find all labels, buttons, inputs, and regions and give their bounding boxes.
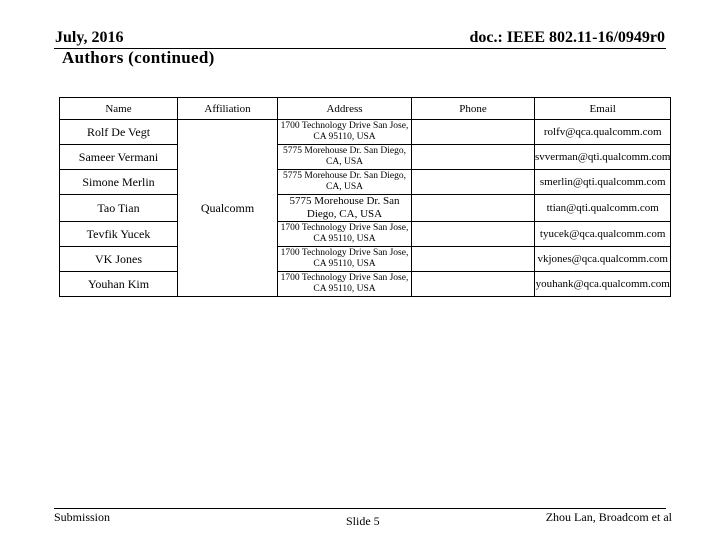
table-row bbox=[60, 222, 671, 247]
author-name: Sameer Vermani bbox=[60, 145, 178, 170]
column-header-name: Name bbox=[60, 98, 178, 120]
author-email: rolfv@qca.qualcomm.com bbox=[535, 120, 671, 145]
table-row bbox=[60, 247, 671, 272]
author-email: smerlin@qti.qualcomm.com bbox=[535, 170, 671, 195]
table-row bbox=[60, 195, 671, 222]
author-name: Tevfik Yucek bbox=[60, 222, 178, 247]
author-address: 1700 Technology Drive San Jose, CA 95110, USA bbox=[278, 222, 412, 247]
author-email: ttian@qti.qualcomm.com bbox=[535, 195, 671, 222]
table-row bbox=[60, 145, 671, 170]
author-name: Simone Merlin bbox=[60, 170, 178, 195]
footer-divider bbox=[54, 508, 666, 509]
table-header-row bbox=[60, 98, 671, 120]
author-email: vkjones@qca.qualcomm.com bbox=[535, 247, 671, 272]
author-name: VK Jones bbox=[60, 247, 178, 272]
footer-submission: Submission bbox=[54, 510, 111, 524]
author-email: tyucek@qca.qualcomm.com bbox=[535, 222, 671, 247]
column-header-email: Email bbox=[535, 98, 671, 120]
author-phone bbox=[412, 272, 535, 297]
author-address: 1700 Technology Drive San Jose, CA 95110, USA bbox=[278, 120, 412, 145]
author-name: Youhan Kim bbox=[60, 272, 178, 297]
author-name: Rolf De Vegt bbox=[60, 120, 178, 145]
column-header-affiliation: Affiliation bbox=[178, 98, 278, 120]
author-phone bbox=[412, 247, 535, 272]
authors-table bbox=[59, 97, 671, 297]
header-doc-id: doc.: IEEE 802.11-16/0949r0 bbox=[469, 29, 665, 46]
table-row bbox=[60, 120, 671, 145]
author-phone bbox=[412, 120, 535, 145]
author-email: svverman@qti.qualcomm.com bbox=[535, 145, 671, 170]
author-phone bbox=[412, 195, 535, 222]
table-row bbox=[60, 170, 671, 195]
author-phone bbox=[412, 145, 535, 170]
author-address: 5775 Morehouse Dr. San Diego, CA, USA bbox=[278, 170, 412, 195]
table-row bbox=[60, 272, 671, 297]
author-email: youhank@qca.qualcomm.com bbox=[535, 272, 671, 297]
author-address: 1700 Technology Drive San Jose, CA 95110, USA bbox=[278, 247, 412, 272]
author-phone bbox=[412, 222, 535, 247]
header-date: July, 2016 bbox=[55, 29, 124, 46]
author-affiliation: Qualcomm bbox=[178, 120, 278, 297]
column-header-phone: Phone bbox=[412, 98, 535, 120]
footer-slide-number: Slide 5 bbox=[346, 514, 380, 528]
column-header-address: Address bbox=[278, 98, 412, 120]
author-phone bbox=[412, 170, 535, 195]
footer-author: Zhou Lan, Broadcom et al bbox=[545, 510, 672, 524]
slide-title: Authors (continued) bbox=[62, 48, 215, 67]
author-address: 5775 Morehouse Dr. San Diego, CA, USA bbox=[278, 195, 412, 222]
author-name: Tao Tian bbox=[60, 195, 178, 222]
author-address: 1700 Technology Drive San Jose, CA 95110, USA bbox=[278, 272, 412, 297]
author-address: 5775 Morehouse Dr. San Diego, CA, USA bbox=[278, 145, 412, 170]
